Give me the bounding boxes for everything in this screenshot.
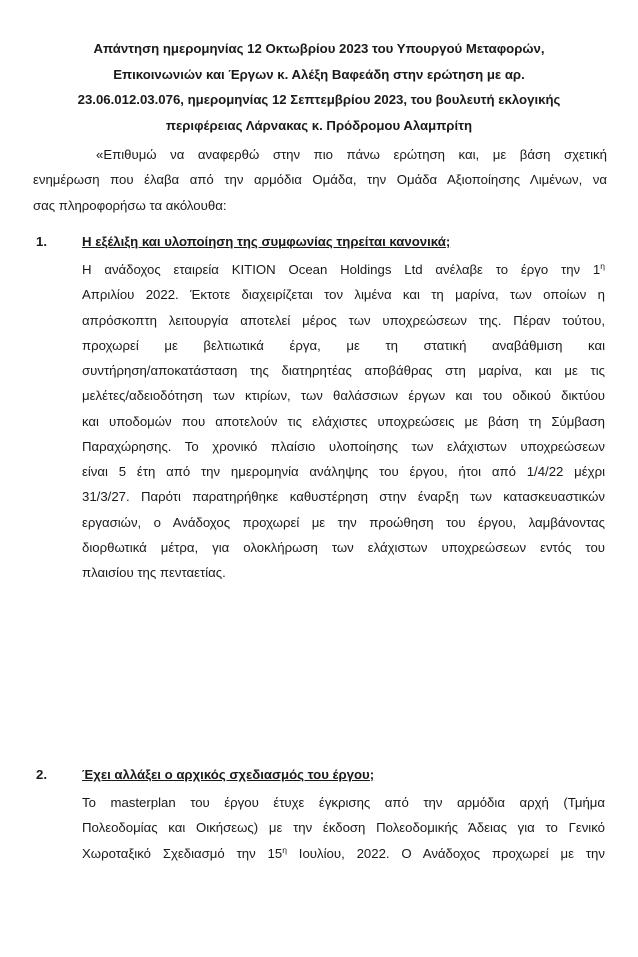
section-1-paragraph (82, 257, 605, 585)
paragraph-line: συντήρηση/αποκατάσταση της διατηρητέας αποβάθρας στη μαρίνα, και με τις (82, 363, 605, 378)
superscript: η (600, 261, 605, 271)
section-number: 1. (36, 234, 47, 249)
paragraph-line: 31/3/27. Παρότι παρατηρήθηκε καθυστέρηση στην έναρξη των κατασκευαστικών (82, 489, 605, 505)
section-heading-1 (36, 231, 450, 253)
paragraph-line: είναι 5 έτη από την ημερομηνία ανάληψης του έργου, ήτοι από 1/4/22 μέχρι (82, 464, 605, 479)
paragraph-line: Το masterplan του έργου έτυχε έγκρισης από την αρμόδια αρχή (Τμήμα (82, 795, 605, 810)
paragraph-line: διορθωτικά μέτρα, για ολοκλήρωση των ελάχιστων υποχρεώσεων εντός του (82, 539, 605, 555)
section-number: 2. (36, 767, 47, 782)
title-line: Απάντηση ημερομηνίας 12 Οκτωβρίου 2023 του Υπουργού Μεταφορών, (93, 41, 545, 56)
title-line: Επικοινωνιών και Έργων κ. Αλέξη Βαφεάδη στην ερώτηση με αρ. (113, 66, 525, 82)
paragraph-line: εργασιών, ο Ανάδοχος προχωρεί με την προώθηση του έργου, λαμβάνοντας (82, 514, 605, 530)
paragraph-line: Απριλίου 2022. Έκτοτε διαχειρίζεται τον λιμένα και τη μαρίνα, των οποίων η (82, 287, 605, 303)
intro-line: «Επιθυμώ να αναφερθώ στην πιο πάνω ερώτηση και, με βάση σχετική (96, 147, 607, 162)
intro-line: σας πληροφορήσω τα ακόλουθα: (33, 197, 227, 213)
paragraph-line: Πολεοδομίας και Οικήσεως) με την έκδοση Πολεοδομικής Άδειας για το Γενικό (82, 820, 605, 836)
title-line: περιφέρειας Λάρνακας κ. Πρόδρομου Αλαμπρίτη (165, 117, 473, 133)
paragraph-line: και υποδομών που αποτελούν τις ελάχιστες υποχρεώσεις με βάση τη Σύμβαση (82, 413, 605, 429)
section-heading-text: Η εξέλιξη και υλοποίηση της συμφωνίας τηρείται κανονικά; (82, 234, 451, 249)
paragraph-line: προχωρεί με βελτιωτικά έργα, με τη στατική αναβάθμιση και (82, 337, 605, 353)
paragraph-line: μελέτες/αδειοδότηση των κτιρίων, των θαλάσσιων έργων και του οδικού δικτύου (82, 388, 605, 404)
paragraph-line: Η ανάδοχος εταιρεία KITION Ocean Holdings Ltd ανέλαβε το έργο την $1^\eta$ (82, 261, 605, 277)
section-heading-2 (36, 764, 374, 786)
document-title (46, 36, 592, 138)
title-line: 23.06.012.03.076, ημερομηνίας 12 Σεπτεμβρίου 2023, του βουλευτή εκλογικής (77, 92, 561, 107)
section-2-paragraph (82, 790, 605, 866)
paragraph-line: Χωροταξικό Σχεδιασμό την $15^\eta$ Ιουλίου, 2022. Ο Ανάδοχος προχωρεί με την (82, 844, 605, 861)
superscript: η (282, 844, 287, 855)
intro-line: ενημέρωση που έλαβα από την αρμόδια Ομάδα, την Ομάδα Αξιοποίησης Λιμένων, να (33, 172, 607, 188)
section-heading-text: Έχει αλλάξει ο αρχικός σχεδιασμός του έργου; (82, 767, 375, 782)
intro-paragraph (33, 142, 607, 218)
paragraph-line: Παραχώρησης. Το χρονικό πλαίσιο υλοποίησης των ελάχιστων υποχρεώσεων (82, 438, 605, 454)
paragraph-line: πλαισίου της πενταετίας. (82, 565, 226, 580)
paragraph-line: απρόσκοπτη λειτουργία αποτελεί μέρος των υποχρεώσεων της. Πέραν τούτου, (82, 312, 605, 328)
